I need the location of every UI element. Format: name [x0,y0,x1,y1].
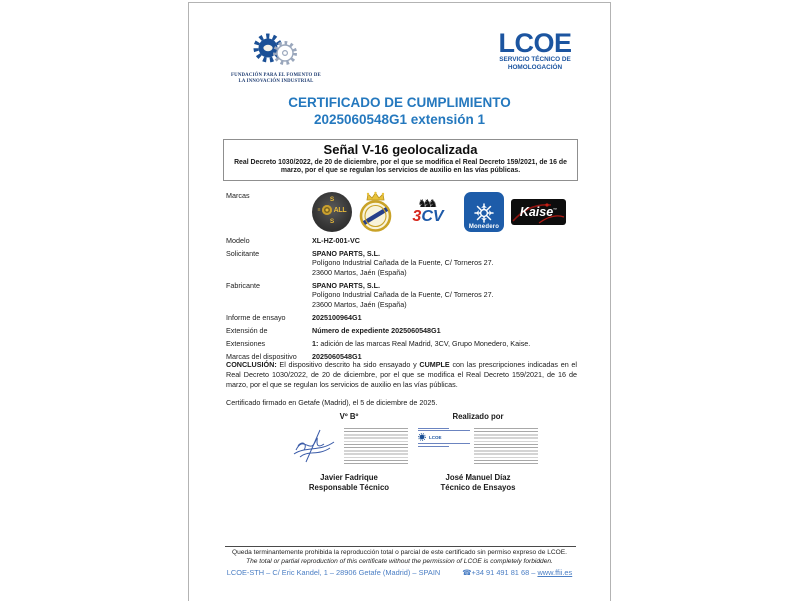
field-solicitante [226,249,594,277]
sos-all-letters: ALL [333,206,347,214]
monedero-label: Monedero [468,223,500,230]
certificate-title [189,95,610,128]
modelo-label: Modelo [226,236,250,245]
lcoe-logo [484,28,586,71]
certificate-title-line1: CERTIFICADO DE CUMPLIMIENTO [288,95,511,110]
conclusion-paragraph [226,360,577,389]
sos-all-logo-icon [312,192,352,232]
real-madrid-crest-icon [359,191,392,233]
lcoe-subtitle-line1: SERVICIO TÉCNICO DE [499,56,571,63]
footer-phone: +34 91 491 81 68 – [471,568,536,577]
ffii-label-line2: LA INNOVACIÓN INDUSTRIAL [238,78,314,84]
footer-contact [189,568,610,577]
product-name: Señal V-16 geolocalizada [323,142,478,157]
ffii-gears-icon [249,31,303,73]
realizado-por-header: Realizado por [452,412,504,421]
field-extensiones [226,339,594,348]
sos-bottom-letter: S [329,217,335,225]
certificate-page [188,2,611,601]
stamp-lcoe-wordmark: LCOE [429,434,442,440]
monedero-logo [464,192,504,232]
footer-phone-group [462,568,572,577]
kaise-label: Kaise [519,205,554,219]
signer-role-left: Responsable Técnico [308,482,390,492]
phone-icon: ☎ [462,568,472,577]
footer-separator [225,546,576,547]
digital-signature-details [474,428,538,464]
conclusion-cumple: CUMPLE [419,360,450,369]
signer-name-left: Javier Fadrique [320,473,378,482]
marcas-dispositivo-label: Marcas del dispositivo [226,351,297,361]
ffii-logo [213,31,339,85]
signed-location-date: Certificado firmado en Getafe (Madrid), el 5 de diciembre de 2025. [226,398,438,407]
kaise-trademark: ™ [553,206,558,212]
stamp-gear-icon [418,433,426,441]
lcoe-wordmark: LCOE [498,28,572,58]
certificate-fields [226,236,594,365]
vobo-header: Vº Bº [339,412,359,421]
brand-logos [312,191,566,233]
field-informe [226,313,594,322]
solicitante-name: SPANO PARTS, S.L. [312,249,381,258]
field-modelo [226,236,594,245]
conclusion-text2: con las prescripciones indicadas en el Real Decreto 1030/2022, de 20 de diciembre, por el que se modifica el Real Decreto 159/2021, de 16 de marzo, por el que se regulan los servicios de auxilio en las vías públicas. [226,360,577,389]
sos-dial-lines: ≡ [317,206,321,213]
kaise-logo [511,199,566,225]
digital-signature-details [344,428,408,464]
footer-website-link[interactable]: www.ffii.es [537,568,573,577]
certificate-number: 2025060548G1 extensión 1 [313,111,486,127]
3cv-letters: CV [421,208,444,225]
conclusion-label: CONCLUSIÓN: [226,360,277,369]
handwritten-signature-icon [290,426,340,464]
fabricante-name: SPANO PARTS, S.L. [312,280,381,290]
3cv-logo [399,200,457,224]
informe-value: 2025100964G1 [312,312,362,322]
product-box [223,139,578,181]
footer-notice-es: Queda terminantemente prohibida la reproducción total o parcial de este certificado sin permiso expreso de LCOE. [232,549,567,556]
extensiones-number: 1: [312,338,319,348]
3cv-digit: 3 [412,208,422,225]
extension-label: Extensión de [226,325,268,335]
brands-row [226,191,596,233]
solicitante-label: Solicitante [226,249,260,258]
fabricante-address1: Polígono Industrial Cañada de la Fuente, C/ Torneros 27. [312,290,494,300]
3cv-horses-icon: ♞♞♞ [417,198,434,210]
fabricante-label: Fabricante [226,280,260,290]
ffii-label-line1: FUNDACIÓN PARA EL FOMENTO DE [231,73,321,78]
solicitante-address1: Polígono Industrial Cañada de la Fuente, C/ Torneros 27. [312,258,494,268]
monedero-snowflake-icon [474,203,494,223]
marcas-label: Marcas [226,191,250,200]
signature-block-left [276,412,422,492]
sos-dial-icon [322,205,332,215]
conclusion-text1: El dispositivo descrito ha sido ensayado y [279,360,417,369]
product-regulation: Real Decreto 1030/2022, de 20 de diciembre, por el que se modifica el Real Decreto 159/2021, de 16 de marzo, por el que se regulan los servicios de auxilio en las vías públicas. [234,158,567,175]
footer-notice-en: The total or partial reproduction of this certificate without the permission of LCOE is completely forbidden. [246,558,553,565]
extensiones-label: Extensiones [226,338,266,348]
fabricante-address2: 23600 Martos, Jaén (España) [312,299,407,309]
sos-top-letter: S [329,195,335,203]
signer-role-right: Técnico de Ensayos [440,482,516,492]
extension-value: Número de expediente 2025060548G1 [312,325,441,335]
marcas-dispositivo-value: 2025060548G1 [312,351,362,361]
digital-stamp-card [418,426,470,448]
extensiones-text: adición de las marcas Real Madrid, 3CV, Grupo Monedero, Kaise. [320,338,531,348]
signature-block-right [405,412,551,492]
footer-address: LCOE-STH – C/ Eric Kandel, 1 – 28906 Getafe (Madrid) – SPAIN [226,568,441,577]
field-extension [226,326,594,335]
modelo-value: XL-HZ-001-VC [312,236,360,245]
signer-name-right: José Manuel Díaz [445,473,511,482]
lcoe-subtitle-line2: HOMOLOGACIÓN [507,63,563,71]
informe-label: Informe de ensayo [226,312,286,322]
field-fabricante [226,281,594,309]
solicitante-address2: 23600 Martos, Jaén (España) [312,267,407,277]
